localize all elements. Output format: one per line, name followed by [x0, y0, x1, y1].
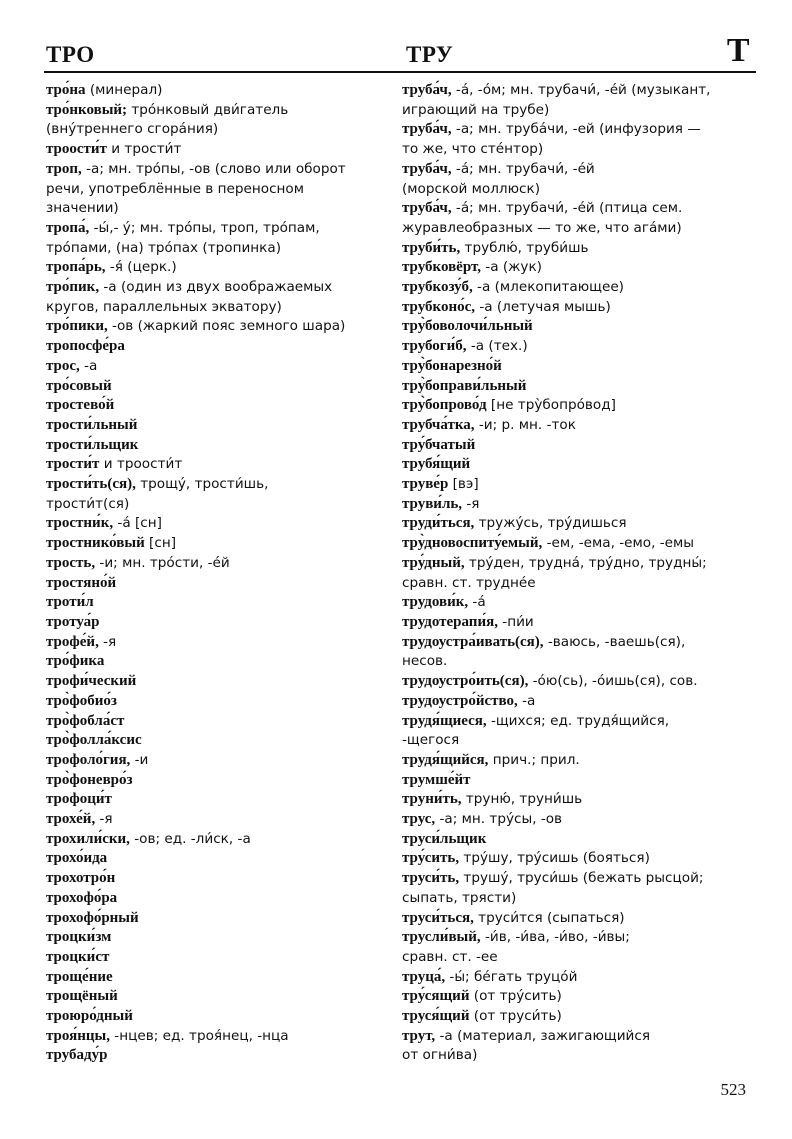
- entry-definition: тро́нковый дви́гатель (вну́треннего сгора́ния): [46, 101, 289, 138]
- entry-headword: тро̀фобла́ст: [46, 712, 125, 729]
- dictionary-entry: [402, 909, 754, 929]
- entry-headword: тро́фика: [46, 653, 105, 670]
- dictionary-entry: [46, 968, 391, 988]
- entry-definition: -а (один из двух воображаемых кругов, параллельных экватору): [46, 279, 333, 315]
- entry-headword: тру́сящий: [402, 988, 470, 1005]
- dictionary-entry: [46, 751, 391, 771]
- dictionary-entry: [402, 514, 754, 534]
- entry-headword: тру́сить,: [402, 850, 460, 867]
- dictionary-entry: [46, 889, 391, 909]
- entry-definition: -я: [98, 633, 117, 650]
- right-guide-word: ТРУ: [406, 42, 454, 67]
- dictionary-entry: [402, 849, 754, 869]
- entry-definition: -а (тех.): [466, 338, 528, 355]
- entry-headword: трудя́щийся,: [402, 751, 489, 768]
- entry-headword: трость,: [46, 554, 96, 571]
- entry-headword: труба́ч,: [402, 200, 452, 217]
- dictionary-entry: [46, 554, 391, 574]
- page-header: [44, 32, 756, 74]
- dictionary-entry: [46, 436, 391, 456]
- dictionary-entry: [402, 160, 754, 199]
- dictionary-entry: [46, 81, 391, 101]
- entry-headword: трохо́ида: [46, 850, 108, 867]
- entry-definition: -ваюсь, -ваешь(ся), несов.: [402, 633, 686, 670]
- entry-definition: [не тру̀бопро́вод]: [486, 397, 616, 414]
- entry-headword: труси́ться,: [402, 909, 474, 926]
- dictionary-entry: [46, 810, 391, 830]
- entry-definition: -а; мн. труба́чи, -ей (инфузория — то же, что сте́нтор): [402, 121, 701, 158]
- entry-definition: -а́; мн. трубачи́, -е́й (птица сем. журавлеобразных — то же, что ага́ми): [402, 200, 683, 236]
- entry-definition: -я: [95, 811, 113, 828]
- entry-headword: труца́,: [402, 968, 446, 985]
- dictionary-entry: [46, 928, 391, 948]
- entry-headword: труся́щий: [402, 1008, 470, 1025]
- entry-definition: трощу́, трости́шь, трости́т(ся): [46, 476, 269, 512]
- dictionary-entry: [402, 396, 754, 416]
- dictionary-entry: [46, 317, 391, 337]
- right-column: [402, 81, 754, 1066]
- dictionary-entry: [46, 258, 391, 278]
- entry-definition: и троости́т: [99, 456, 183, 473]
- dictionary-entry: [402, 416, 754, 436]
- entry-headword: трут,: [402, 1027, 436, 1044]
- dictionary-entry: [402, 534, 754, 554]
- page-number: 523: [720, 1080, 746, 1099]
- entry-headword: труби́ть,: [402, 239, 461, 256]
- dictionary-entry: [46, 672, 391, 692]
- dictionary-entry: [46, 652, 391, 672]
- entry-headword: трости́т: [46, 456, 100, 473]
- entry-headword: труви́ль,: [402, 495, 463, 512]
- entry-headword: троюро́дный: [46, 1008, 133, 1025]
- dictionary-entry: [46, 633, 391, 653]
- entry-headword: трости́льщик: [46, 436, 139, 453]
- entry-headword: труни́ть,: [402, 791, 462, 808]
- dictionary-entry: [402, 337, 754, 357]
- entry-definition: прич.; прил.: [488, 751, 580, 768]
- entry-definition: -а; мн. тру́сы, -ов: [435, 811, 563, 828]
- entry-headword: трохе́й,: [46, 811, 96, 828]
- entry-headword: тру̀боволочи́льный: [402, 318, 533, 335]
- entry-headword: трохили́ски,: [46, 830, 130, 847]
- dictionary-entry: [402, 120, 754, 159]
- entry-headword: трубоги́б,: [402, 338, 467, 355]
- dictionary-entry: [46, 475, 391, 514]
- entry-definition: -и; р. мн. -ток: [474, 416, 576, 433]
- dictionary-entry: [46, 514, 391, 534]
- dictionary-entry: [46, 830, 391, 850]
- dictionary-entry: [402, 278, 754, 298]
- dictionary-entry: [46, 396, 391, 416]
- entry-definition: -щихся; ед. трудя́щийся, -щегося: [402, 712, 670, 749]
- entry-definition: -а́; мн. трубачи́, -е́й (морской моллюск): [402, 160, 595, 197]
- dictionary-entry: [46, 140, 391, 160]
- entry-definition: -а́ [сн]: [113, 515, 162, 532]
- entry-headword: трости́ть(ся),: [46, 476, 136, 493]
- dictionary-entry: [402, 81, 754, 120]
- entry-definition: -я: [462, 495, 480, 512]
- entry-headword: трохотро́н: [46, 870, 116, 887]
- entry-definition: -а: [79, 357, 98, 374]
- dictionary-entry: [46, 909, 391, 929]
- entry-headword: трофоци́т: [46, 791, 112, 808]
- header-rule: [44, 71, 756, 73]
- entry-headword: тру̀боправи́льный: [402, 377, 527, 394]
- entry-headword: тро́на: [46, 82, 86, 98]
- entry-definition: -а́, -о́м; мн. трубачи́, -е́й (музыкант, играющий на трубе): [402, 82, 711, 118]
- entry-headword: трубковёрт,: [402, 259, 481, 276]
- entry-definition: труси́тся (сыпаться): [473, 909, 625, 926]
- dictionary-entry: [402, 455, 754, 475]
- dictionary-entry: [46, 574, 391, 594]
- entry-headword: тро̀фолла́ксис: [46, 732, 142, 749]
- dictionary-entry: [46, 1007, 391, 1027]
- entry-headword: трудотерапи́я,: [402, 613, 498, 630]
- entry-headword: тру́дный,: [402, 554, 465, 571]
- entry-headword: троще́ние: [46, 968, 113, 985]
- dictionary-entry: [402, 830, 754, 850]
- entry-definition: (от тру́сить): [469, 988, 562, 1005]
- entry-headword: трубча́тка,: [402, 416, 475, 433]
- entry-headword: тро́пик,: [46, 279, 100, 296]
- dictionary-entry: [402, 239, 754, 259]
- dictionary-entry: [46, 948, 391, 968]
- entry-definition: труню́, труни́шь: [461, 791, 583, 808]
- entry-definition: -ов (жаркий пояс земного шара): [107, 318, 346, 335]
- dictionary-entry: [46, 1046, 391, 1066]
- dictionary-entry: [402, 968, 754, 988]
- entry-headword: трусли́вый,: [402, 929, 481, 946]
- dictionary-entry: [46, 455, 391, 475]
- entry-headword: тро́нковый;: [46, 101, 128, 118]
- entry-headword: трощёный: [46, 988, 118, 1005]
- entry-headword: троцки́ст: [46, 948, 110, 965]
- entry-definition: тружу́сь, тру́дишься: [474, 515, 627, 532]
- dictionary-entry: [46, 357, 391, 377]
- dictionary-entry: [402, 692, 754, 712]
- dictionary-entry: [46, 416, 391, 436]
- entry-headword: трумше́йт: [402, 771, 471, 788]
- entry-headword: трудови́к,: [402, 594, 469, 611]
- entry-definition: [сн]: [144, 535, 177, 552]
- left-guide-word: ТРО: [46, 42, 95, 67]
- dictionary-entry: [46, 377, 391, 397]
- dictionary-entry: [46, 771, 391, 791]
- entry-headword: труси́ть,: [402, 870, 460, 887]
- entry-definition: трублю́, труби́шь: [460, 239, 589, 256]
- entry-headword: трубконо́с,: [402, 298, 475, 315]
- dictionary-entry: [46, 337, 391, 357]
- entry-headword: троости́т: [46, 141, 107, 158]
- entry-headword: тру́бчатый: [402, 436, 476, 453]
- entry-headword: труди́ться,: [402, 515, 475, 532]
- dictionary-entry: [46, 692, 391, 712]
- entry-headword: тротуа́р: [46, 613, 100, 630]
- dictionary-entry: [46, 712, 391, 732]
- entry-headword: трудоустро́ить(ся),: [402, 673, 529, 690]
- entry-headword: трудоустра́ивать(ся),: [402, 633, 544, 650]
- entry-headword: трохофо́рный: [46, 909, 139, 926]
- entry-definition: -ы́,- у́; мн. тро́пы, троп, тро́пам, тро́пами, (на) тро́пах (тропинка): [46, 219, 320, 256]
- entry-headword: труба́ч,: [402, 82, 452, 98]
- dictionary-entry: [46, 731, 391, 751]
- entry-definition: -я́ (церк.): [105, 259, 177, 276]
- entry-definition: -нцев; ед. троя́нец, -нца: [109, 1027, 289, 1044]
- dictionary-entry: [402, 593, 754, 613]
- entry-headword: тропа́рь,: [46, 259, 106, 276]
- entry-headword: трубаду́р: [46, 1047, 108, 1064]
- entry-headword: тропа́,: [46, 219, 90, 236]
- entry-headword: тро́совый: [46, 377, 112, 394]
- dictionary-entry: [46, 987, 391, 1007]
- entry-headword: тропосфе́ра: [46, 338, 125, 355]
- dictionary-entry: [402, 712, 754, 751]
- dictionary-entry: [402, 987, 754, 1007]
- left-column: [46, 81, 391, 1066]
- entry-definition: [вэ]: [448, 476, 479, 493]
- entry-definition: -о́ю(сь), -о́ишь(ся), сов.: [528, 673, 698, 690]
- dictionary-entry: [46, 219, 391, 258]
- entry-headword: трубя́щий: [402, 456, 471, 473]
- entry-definition: -и; мн. тро́сти, -е́й: [95, 554, 230, 571]
- dictionary-entry: [402, 790, 754, 810]
- entry-headword: трофи́ческий: [46, 673, 137, 690]
- entry-headword: тро́пики,: [46, 318, 108, 335]
- entry-definition: -пи́и: [497, 613, 534, 630]
- entry-headword: тро̀фоневро́з: [46, 771, 133, 788]
- entry-definition: -ем, -ема, -емо, -емы: [542, 535, 694, 552]
- dictionary-entry: [46, 613, 391, 633]
- entry-headword: тру̀бопрово́д: [402, 397, 487, 414]
- dictionary-entry: [402, 869, 754, 908]
- dictionary-entry: [402, 495, 754, 515]
- entry-headword: трофе́й,: [46, 633, 99, 650]
- dictionary-entry: [46, 278, 391, 317]
- entry-headword: троп,: [46, 160, 82, 177]
- entry-headword: тро̀фобио́з: [46, 692, 117, 709]
- entry-definition: трушу́, труси́шь (бежать рысцой; сыпать, трясти): [402, 870, 704, 906]
- entry-headword: трубкозу́б,: [402, 279, 473, 296]
- entry-definition: -а: [517, 692, 536, 709]
- entry-definition: (минерал): [85, 82, 163, 98]
- entry-headword: троцки́зм: [46, 929, 112, 946]
- entry-headword: трости́льный: [46, 416, 138, 433]
- entry-definition: -а (жук): [480, 259, 542, 276]
- dictionary-entry: [402, 554, 754, 593]
- entry-definition: (от труси́ть): [469, 1008, 562, 1025]
- dictionary-entry: [402, 436, 754, 456]
- dictionary-entry: [46, 790, 391, 810]
- entry-definition: -и: [130, 751, 149, 768]
- dictionary-entry: [46, 160, 391, 219]
- dictionary-entry: [402, 1027, 754, 1066]
- dictionary-entry: [402, 377, 754, 397]
- dictionary-entry: [402, 298, 754, 318]
- entry-definition: тру́шу, тру́сишь (бояться): [459, 850, 650, 867]
- entry-definition: -а (летучая мышь): [475, 298, 611, 315]
- dictionary-entry: [402, 810, 754, 830]
- dictionary-entry: [46, 101, 391, 140]
- entry-headword: трохофо́ра: [46, 889, 118, 906]
- dictionary-entry: [46, 849, 391, 869]
- entry-definition: и трости́т: [106, 141, 182, 158]
- dictionary-entry: [402, 475, 754, 495]
- entry-headword: тру̀бонарезно́й: [402, 357, 502, 374]
- entry-headword: трудя́щиеся,: [402, 712, 487, 729]
- entry-headword: труба́ч,: [402, 160, 452, 177]
- entry-definition: -а́: [468, 594, 486, 611]
- dictionary-entry: [402, 199, 754, 238]
- entry-definition: -ов; ед. -ли́ск, -а: [129, 830, 251, 847]
- entry-headword: троти́л: [46, 594, 94, 611]
- entry-headword: трус,: [402, 811, 436, 828]
- dictionary-entry: [402, 258, 754, 278]
- entry-definition: -ы́; бе́гать труцо́й: [445, 968, 578, 985]
- dictionary-entry: [402, 1007, 754, 1027]
- entry-definition: -а (млекопитающее): [472, 279, 624, 296]
- dictionary-entry: [402, 613, 754, 633]
- dictionary-entry: [402, 751, 754, 771]
- dictionary-entry: [402, 928, 754, 967]
- entry-definition: -и́в, -и́ва, -и́во, -и́вы; сравн. ст. -ее: [402, 929, 630, 965]
- entry-headword: троя́нцы,: [46, 1027, 110, 1044]
- entry-headword: тростево́й: [46, 397, 115, 414]
- dictionary-entry: [46, 534, 391, 554]
- dictionary-entry: [46, 869, 391, 889]
- entry-headword: тростяно́й: [46, 574, 117, 591]
- entry-definition: -а (материал, зажигающийся от огни́ва): [402, 1027, 651, 1064]
- dictionary-entry: [402, 633, 754, 672]
- dictionary-entry: [402, 672, 754, 692]
- dictionary-entry: [402, 357, 754, 377]
- entry-headword: трудоустро́йство,: [402, 692, 518, 709]
- entry-headword: труба́ч,: [402, 121, 452, 138]
- entry-headword: трофоло́гия,: [46, 751, 131, 768]
- entry-definition: тру́ден, трудна́, тру́дно, трудны́; сравн. ст. трудне́е: [402, 554, 707, 591]
- dictionary-entry: [402, 771, 754, 791]
- entry-definition: -а; мн. тро́пы, -ов (слово или оборот речи, употреблённые в переносном значении): [46, 160, 346, 217]
- dictionary-entry: [402, 317, 754, 337]
- entry-headword: тростнико́вый: [46, 535, 145, 552]
- entry-headword: труси́льщик: [402, 830, 487, 847]
- dictionary-entry: [46, 1027, 391, 1047]
- entry-headword: труве́р: [402, 476, 449, 493]
- dictionary-entry: [46, 593, 391, 613]
- entry-headword: трос,: [46, 357, 80, 374]
- entry-headword: тростни́к,: [46, 515, 114, 532]
- entry-headword: тру̀дновоспиту́емый,: [402, 535, 543, 552]
- section-letter: Т: [726, 32, 750, 69]
